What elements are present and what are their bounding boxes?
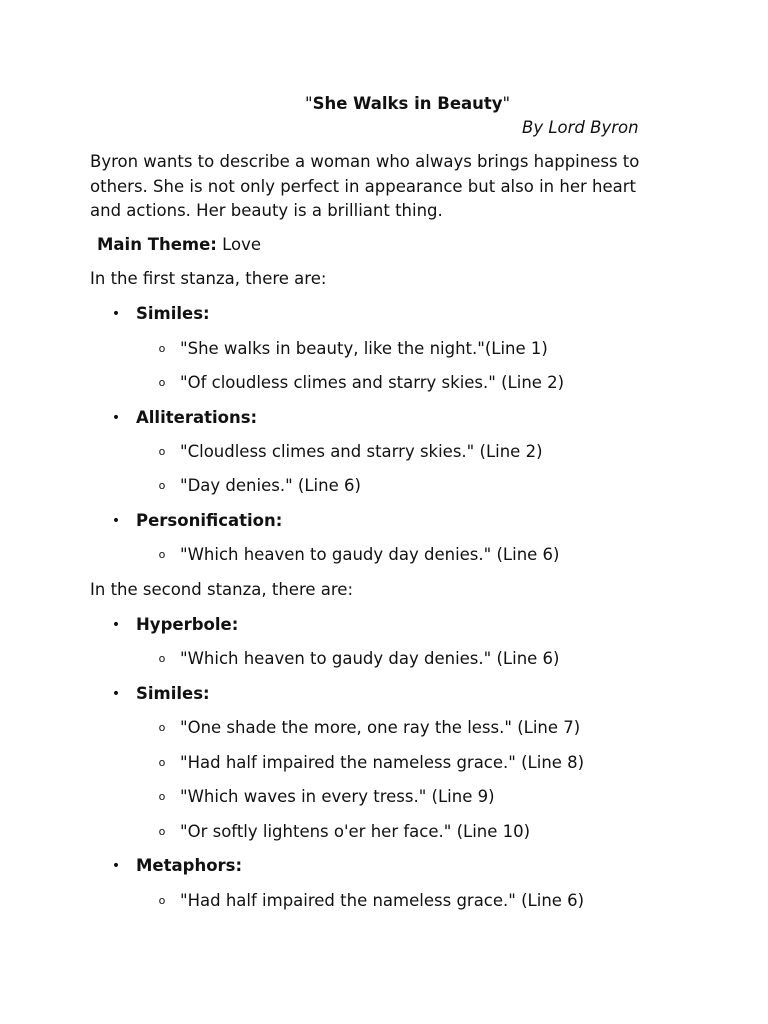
intro-line: others. She is not only perfect in appearance but also in her heart [90,176,636,196]
stanza2-heading: In the second stanza, there are: [90,580,354,599]
intro-line: Byron wants to describe a woman who always brings happiness to [90,152,640,171]
author-byline: By Lord Byron [522,118,639,137]
device-label-metaphors: Metaphors: [136,856,243,875]
quote-item: "Day denies." (Line 6) [180,476,361,495]
main-theme-value: Love [216,235,262,254]
bullet-icon: • [111,858,121,874]
sub-bullet-icon: o [158,756,166,769]
quote-item: "Cloudless climes and starry skies." (Line 2) [180,442,543,461]
sub-bullet-icon: o [158,790,166,803]
sub-bullet-icon: o [158,721,166,734]
sub-bullet-icon: o [158,479,166,492]
quote-item: "Which heaven to gaudy day denies." (Line 6) [180,649,560,668]
bullet-icon: • [111,306,121,322]
main-theme-label: Main Theme: [97,235,217,254]
document-title [305,92,510,116]
sub-bullet-icon: o [158,342,166,355]
intro-line: and actions. Her beauty is a brilliant thing. [90,201,443,220]
quote-item: "Had half impaired the nameless grace." (Line 6) [180,891,585,910]
sub-bullet-icon: o [158,376,166,389]
bullet-icon: • [111,410,121,426]
sub-bullet-icon: o [158,445,166,458]
intro-paragraph [90,150,690,224]
bullet-icon: • [111,686,121,702]
sub-bullet-icon: o [158,825,166,838]
title-close-quote: " [502,94,511,113]
quote-item: "Had half impaired the nameless grace." (Line 8) [180,753,585,772]
device-label-similes: Similes: [136,684,210,703]
sub-bullet-icon: o [158,652,166,665]
main-theme [97,233,261,257]
bullet-icon: • [111,513,121,529]
device-label-alliterations: Alliterations: [136,408,258,427]
quote-item: "Of cloudless climes and starry skies." (Line 2) [180,373,565,392]
device-label-personification: Personification: [136,511,283,530]
stanza1-heading: In the first stanza, there are: [90,269,327,288]
title-text: She Walks in Beauty [312,94,503,113]
title-open-quote: " [305,94,313,113]
quote-item: "Which heaven to gaudy day denies." (Line 6) [180,545,560,564]
quote-item: "She walks in beauty, like the night."(Line 1) [180,339,548,358]
sub-bullet-icon: o [158,894,166,907]
device-label-similes: Similes: [136,304,210,323]
quote-item: "Which waves in every tress." (Line 9) [180,787,495,806]
quote-item: "Or softly lightens o'er her face." (Line 10) [180,822,531,841]
device-label-hyperbole: Hyperbole: [136,615,239,634]
bullet-icon: • [111,617,121,633]
sub-bullet-icon: o [158,548,166,561]
quote-item: "One shade the more, one ray the less." (Line 7) [180,718,581,737]
